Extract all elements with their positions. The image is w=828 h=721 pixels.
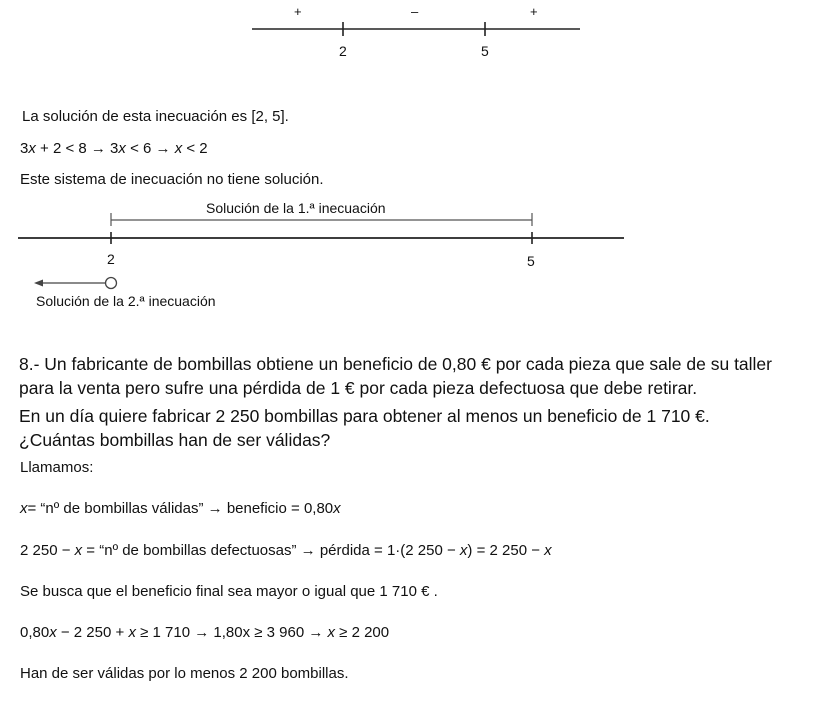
def1-var: x	[333, 500, 341, 517]
sign-plus-left: +	[294, 4, 302, 19]
label-first-solution: Solución de la 1.ª inecuación	[206, 200, 386, 216]
ineq2-var: x	[118, 140, 126, 157]
solution-first-text: La solución de esta inecuación es [2, 5].	[22, 108, 289, 125]
open-circle-icon	[106, 278, 117, 289]
llamamos-text: Llamamos:	[20, 459, 94, 476]
def2-var: x	[544, 542, 552, 559]
ineq2-part: < 6 →	[125, 140, 175, 157]
sign-minus: –	[411, 4, 419, 19]
def2-part: ) = 2 250 −	[467, 542, 545, 559]
ineq2-part: + 2 < 8 → 3	[35, 140, 119, 157]
search-condition-text: Se busca que el beneficio final sea mayor o igual que 1 710 € .	[20, 583, 438, 600]
system-tick-label-5: 5	[527, 253, 535, 269]
calc-part: 0,80	[20, 624, 50, 641]
def2-part: = “nº de bombillas defectuosas” → pérdida = 1·(2 250 −	[82, 542, 460, 559]
calc-var: x	[49, 624, 57, 641]
def2-var: x	[74, 542, 83, 559]
ineq2-part: < 2	[182, 140, 208, 157]
calc-var: x	[128, 624, 136, 641]
system-tick-label-2: 2	[107, 251, 115, 267]
calc-part: − 2 250 +	[56, 624, 129, 641]
definition-1	[20, 500, 341, 517]
sign-plus-right: +	[530, 4, 538, 19]
ineq2-var: x	[28, 140, 36, 157]
def1-rest: = “nº de bombillas válidas” → beneficio = 0,80	[27, 500, 334, 517]
calc-part: ≥ 1 710 → 1,80x ≥ 3 960 →	[135, 624, 328, 641]
answer-text: Han de ser válidas por lo menos 2 200 bombillas.	[20, 665, 349, 682]
problem-line-4: ¿Cuántas bombillas han de ser válidas?	[19, 430, 331, 450]
ineq2-var: x	[174, 140, 183, 157]
no-solution-text: Este sistema de inecuación no tiene solución.	[20, 171, 324, 188]
arrow-left-icon	[34, 280, 43, 287]
sign-chart-tick-label-2: 2	[339, 43, 347, 59]
def2-var: x	[459, 542, 468, 559]
calculation	[20, 624, 389, 641]
def2-part: 2 250 −	[20, 542, 75, 559]
definition-2	[20, 542, 552, 559]
ineq2-part: 3	[20, 140, 29, 157]
def1-var: x	[20, 500, 28, 517]
sign-chart-tick-label-5: 5	[481, 43, 489, 59]
problem-line-1: 8.- Un fabricante de bombillas obtiene un beneficio de 0,80 € por cada pieza que sale de su taller	[19, 354, 772, 374]
calc-part: ≥ 2 200	[335, 624, 390, 641]
problem-line-2: para la venta pero sufre una pérdida de 1 € por cada pieza defectuosa que debe retirar.	[19, 378, 698, 398]
label-second-solution: Solución de la 2.ª inecuación	[36, 293, 216, 309]
calc-var: x	[327, 624, 336, 641]
problem-line-3: En un día quiere fabricar 2 250 bombillas para obtener al menos un beneficio de 1 710 €.	[19, 406, 710, 426]
